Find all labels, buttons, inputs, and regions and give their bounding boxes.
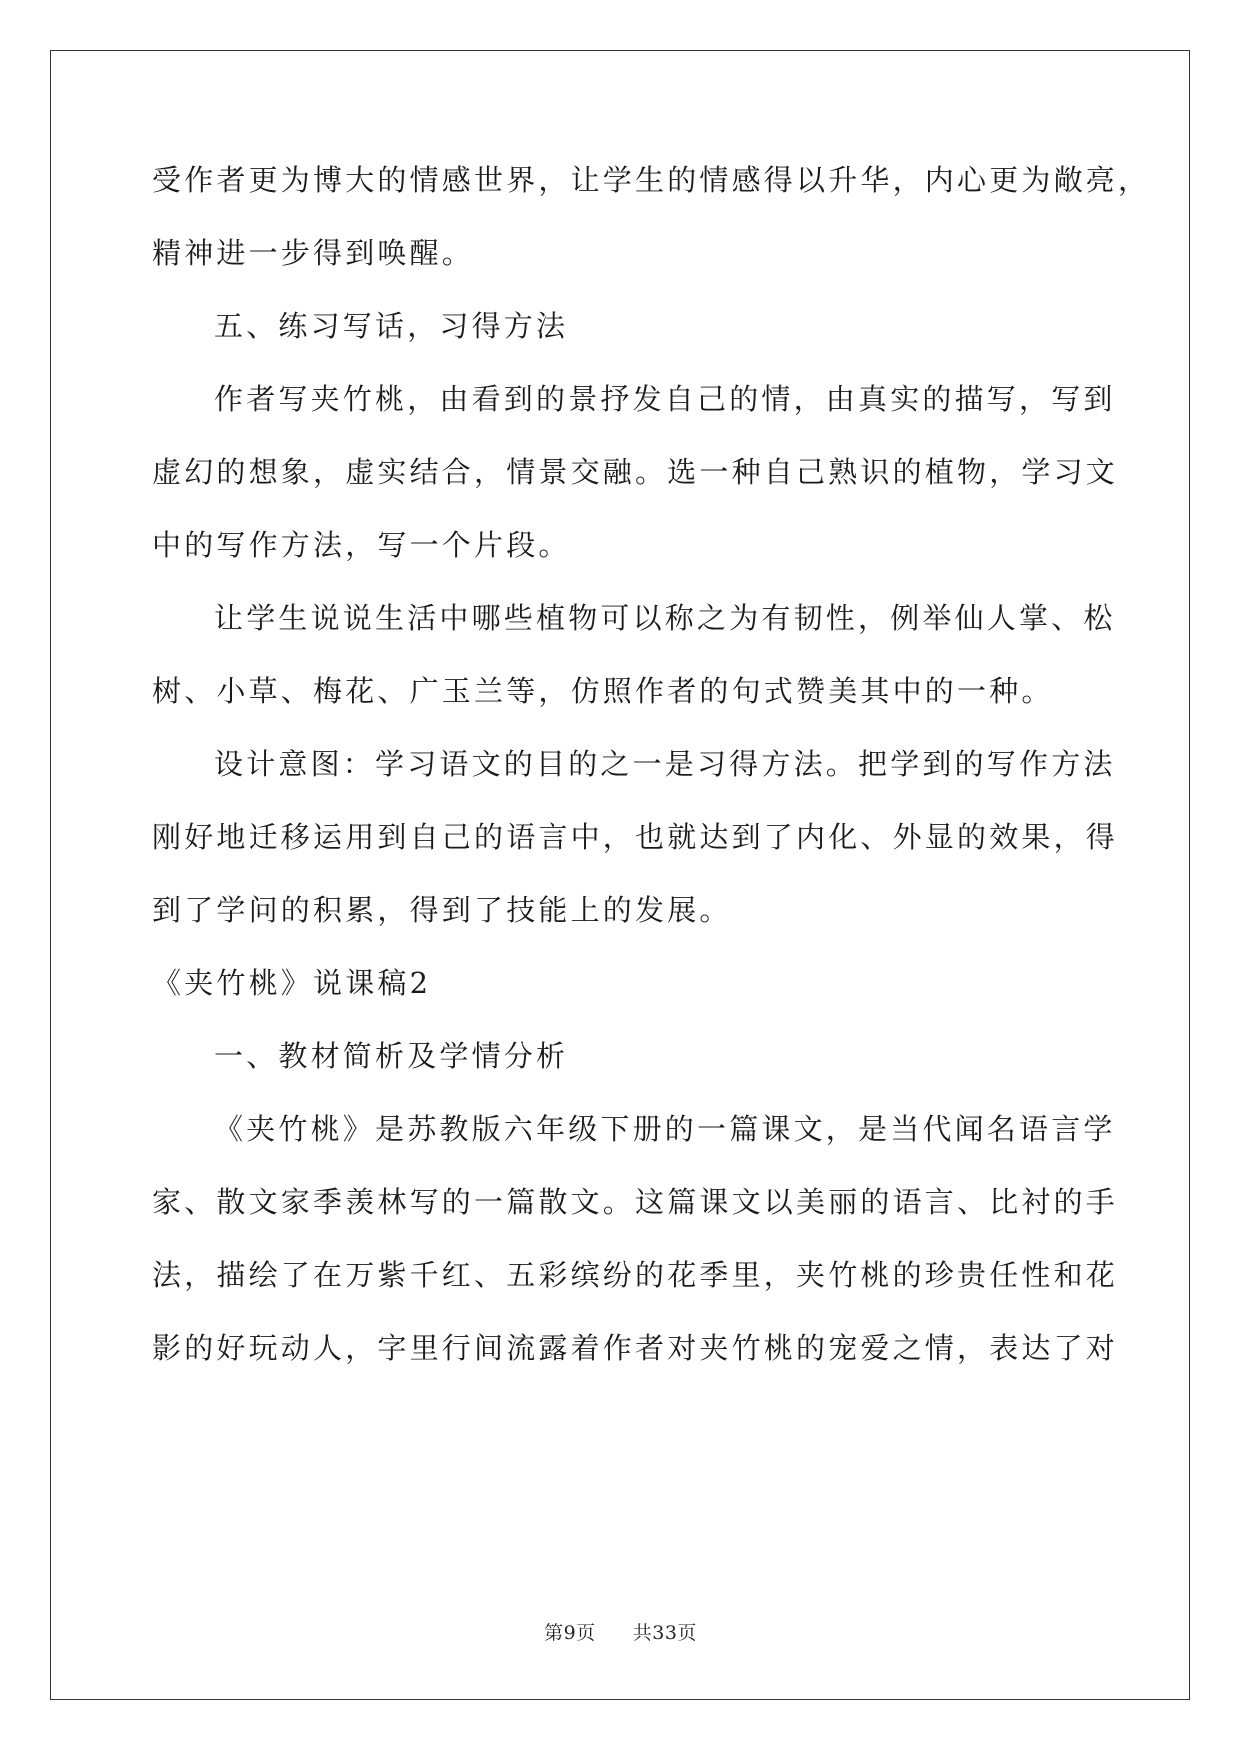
text-line: 《夹竹桃》是苏教版六年级下册的一篇课文，是当代闻名语言学 bbox=[214, 1112, 1116, 1146]
text-line: 让学生说说生活中哪些植物可以称之为有韧性，例举仙人掌、松 bbox=[214, 601, 1116, 635]
text-line: 法，描绘了在万紫千红、五彩缤纷的花季里，夹竹桃的珍贵任性和花 bbox=[152, 1258, 1119, 1292]
text-line: 到了学问的积累，得到了技能上的发展。 bbox=[152, 893, 732, 927]
page-footer bbox=[0, 1618, 1241, 1645]
page-total: 共33页 bbox=[632, 1622, 697, 1644]
text-line: 作者写夹竹桃，由看到的景抒发自己的情，由真实的描写，写到 bbox=[214, 382, 1116, 416]
text-line: 家、散文家季羡林写的一篇散文。这篇课文以美丽的语言、比衬的手 bbox=[152, 1185, 1119, 1219]
text-line: 精神进一步得到唤醒。 bbox=[152, 236, 475, 270]
text-line: 影的好玩动人，字里行间流露着作者对夹竹桃的宠爱之情，表达了对 bbox=[152, 1331, 1119, 1365]
document-title: 《夹竹桃》说课稿2 bbox=[152, 966, 432, 1000]
text-line: 设计意图：学习语文的目的之一是习得方法。把学到的写作方法 bbox=[214, 747, 1116, 781]
text-line: 刚好地迁移运用到自己的语言中，也就达到了内化、外显的效果，得 bbox=[152, 820, 1119, 854]
text-line: 树、小草、梅花、广玉兰等，仿照作者的句式赞美其中的一种。 bbox=[152, 674, 1054, 708]
text-line: 中的写作方法，写一个片段。 bbox=[152, 528, 571, 562]
page-number: 第9页 bbox=[544, 1622, 596, 1644]
text-line: 虚幻的想象，虚实结合，情景交融。选一种自己熟识的植物，学习文 bbox=[152, 455, 1119, 489]
text-line: 受作者更为博大的情感世界，让学生的情感得以升华，内心更为敞亮， bbox=[152, 163, 1151, 197]
page-border bbox=[50, 50, 1190, 1700]
section-heading: 五、练习写话，习得方法 bbox=[214, 309, 569, 343]
section-heading: 一、教材简析及学情分析 bbox=[214, 1039, 569, 1073]
